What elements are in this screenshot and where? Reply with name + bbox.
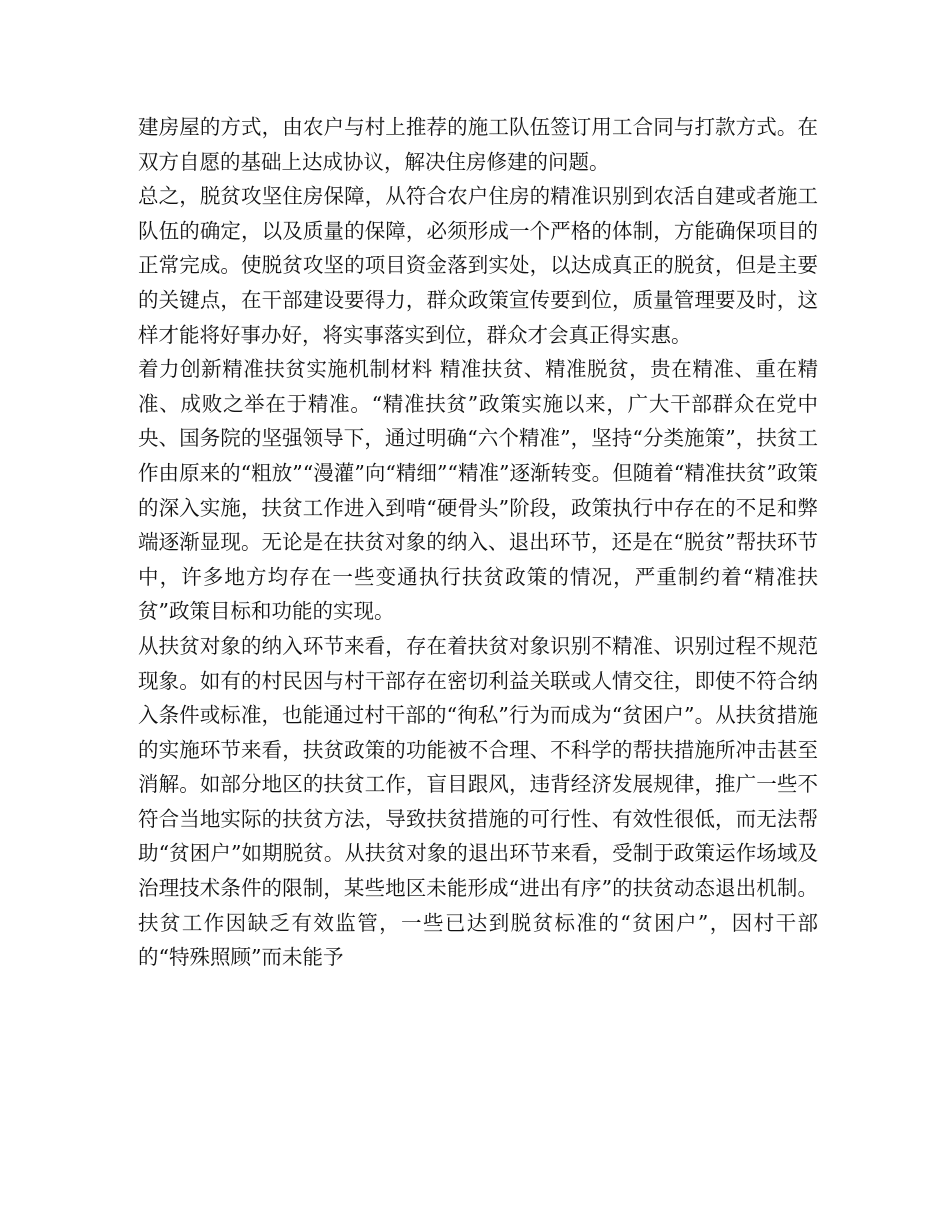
paragraph-2: 总之，脱贫攻坚住房保障，从符合农户住房的精准识别到农活自建或者施工队伍的确定，以及质量的保障，必须形成一个严格的体制，方能确保项目的正常完成。使脱贫攻坚的项目资金落到实处，以达成真正的脱贫，但是主要的关键点，在干部建设要得力，群众政策宣传要到位，质量管理要及时，这样才能将好事办好，将实事落实到位，群众才会真正得实惠。 bbox=[138, 184, 818, 347]
document-body bbox=[138, 110, 818, 975]
paragraph-4: 从扶贫对象的纳入环节来看，存在着扶贫对象识别不精准、识别过程不规范现象。如有的村民因与村干部存在密切利益关联或人情交往，即使不符合纳入条件或标准，也能通过村干部的“徇私”行为而成为“贫困户”。从扶贫措施的实施环节来看，扶贫政策的功能被不合理、不科学的帮扶措施所冲击甚至消解。如部分地区的扶贫工作，盲目跟风，违背经济发展规律，推广一些不符合当地实际的扶贫方法，导致扶贫措施的可行性、有效性很低，而无法帮助“贫困户”如期脱贫。从扶贫对象的退出环节来看，受制于政策运作场域及治理技术条件的限制，某些地区未能形成“进出有序”的扶贫动态退出机制。扶贫工作因缺乏有效监管，一些已达到脱贫标准的“贫困户”，因村干部的“特殊照顾”而未能予 bbox=[138, 633, 818, 970]
paragraph-1: 建房屋的方式，由农户与村上推荐的施工队伍签订用工合同与打款方式。在双方自愿的基础上达成协议，解决住房修建的问题。 bbox=[138, 115, 818, 174]
paragraph-3: 着力创新精准扶贫实施机制材料 精准扶贫、精准脱贫，贵在精准、重在精准、成败之举在于精准。“精准扶贫”政策实施以来，广大干部群众在党中央、国务院的坚强领导下，通过明确“六个精准”，坚持“分类施策”，扶贫工作由原来的“粗放”“漫灌”向“精细”“精准”逐渐转变。但随着“精准扶贫”政策的深入实施，扶贫工作进入到啃“硬骨头”阶段，政策执行中存在的不足和弊端逐渐显现。无论是在扶贫对象的纳入、退出环节，还是在“脱贫”帮扶环节中，许多地方均存在一些变通执行扶贫政策的情况，严重制约着“精准扶贫”政策目标和功能的实现。 bbox=[138, 357, 818, 624]
